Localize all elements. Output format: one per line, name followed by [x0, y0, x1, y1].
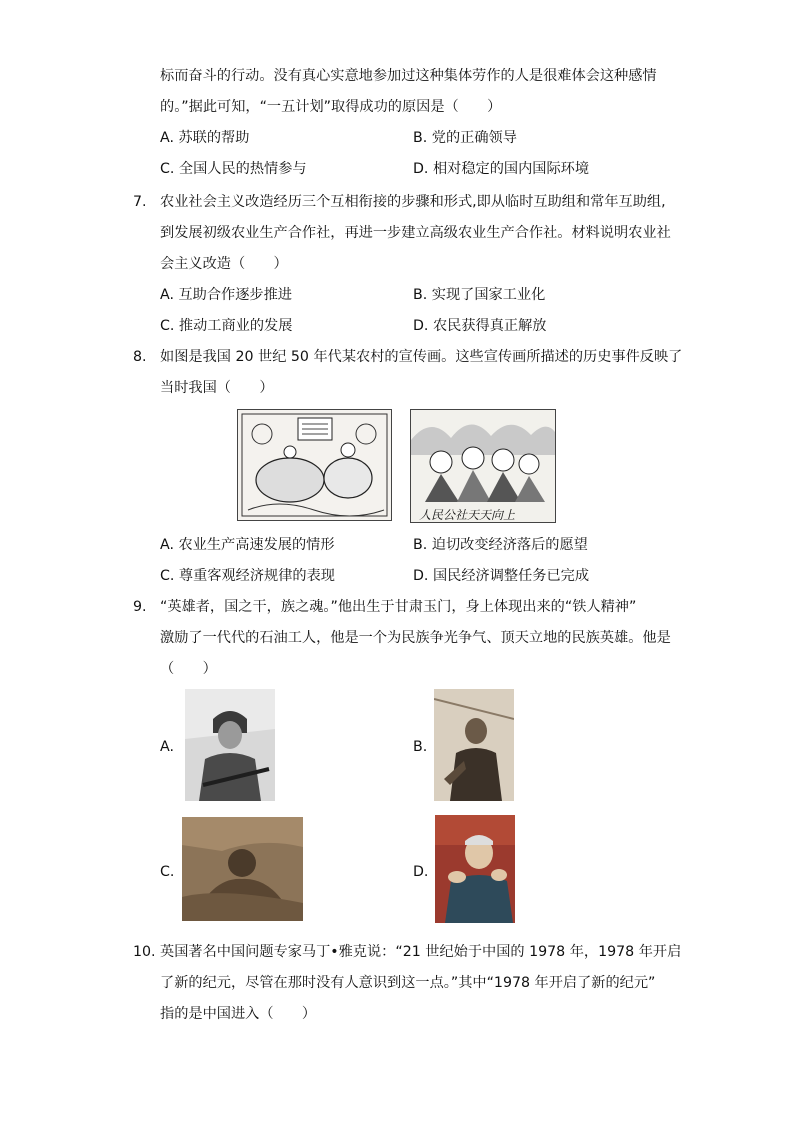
- q6-option-a[interactable]: A. 苏联的帮助: [160, 130, 250, 146]
- q7-line-3: 会主义改造（ ）: [160, 256, 288, 272]
- q8-line-1: 如图是我国 20 世纪 50 年代某农村的宣传画。这些宣传画所描述的历史事件反映了: [160, 349, 683, 365]
- q7-option-b[interactable]: B. 实现了国家工业化: [413, 287, 546, 303]
- q7-option-d[interactable]: D. 农民获得真正解放: [413, 318, 547, 334]
- q9-option-c-photo[interactable]: [182, 817, 303, 921]
- q9-line-1: “英雄者，国之干，族之魂。”他出生于甘肃玉门，身上体现出来的“铁人精神”: [160, 599, 637, 615]
- q9-line-3: （ ）: [160, 661, 217, 677]
- q9-option-d-label[interactable]: D.: [413, 864, 429, 880]
- q10-line-1: 英国著名中国问题专家马丁•雅克说：“21 世纪始于中国的 1978 年，1978 年开启: [160, 944, 682, 960]
- q9-number: 9.: [133, 599, 147, 615]
- poster-image-livestock: [237, 409, 392, 521]
- q6-line-1: 标而奋斗的行动。没有真心实意地参加过这种集体劳作的人是很难体会这种感情: [160, 68, 657, 84]
- q7-line-2: 到发展初级农业生产合作社，再进一步建立高级农业生产合作社。材料说明农业社: [160, 225, 671, 241]
- q8-number: 8.: [133, 349, 147, 365]
- q7-option-c[interactable]: C. 推动工商业的发展: [160, 318, 293, 334]
- q6-line-2: 的。”据此可知，“一五计划”取得成功的原因是（ ）: [160, 99, 502, 115]
- q7-line-1: 农业社会主义改造经历三个互相衔接的步骤和形式,即从临时互助组和常年互助组,: [160, 194, 666, 210]
- q7-option-a[interactable]: A. 互助合作逐步推进: [160, 287, 292, 303]
- q9-line-2: 激励了一代代的石油工人，他是一个为民族争光争气、顶天立地的民族英雄。他是: [160, 630, 671, 646]
- q8-option-b[interactable]: B. 迫切改变经济落后的愿望: [413, 537, 588, 553]
- q8-option-a[interactable]: A. 农业生产高速发展的情形: [160, 537, 335, 553]
- q10-line-2: 了新的纪元，尽管在那时没有人意识到这一点。”其中“1978 年开启了新的纪元”: [160, 975, 656, 991]
- q8-option-c[interactable]: C. 尊重客观经济规律的表现: [160, 568, 335, 584]
- q9-option-b-photo[interactable]: [434, 689, 514, 801]
- q10-line-3: 指的是中国进入（ ）: [160, 1006, 317, 1022]
- q6-option-c[interactable]: C. 全国人民的热情参与: [160, 161, 307, 177]
- poster-caption: 人民公社天天向上: [419, 508, 516, 522]
- q7-number: 7.: [133, 194, 147, 210]
- q8-option-d[interactable]: D. 国民经济调整任务已完成: [413, 568, 590, 584]
- q6-option-b[interactable]: B. 党的正确领导: [413, 130, 517, 146]
- q6-option-d[interactable]: D. 相对稳定的国内国际环境: [413, 161, 590, 177]
- q9-option-a-photo[interactable]: [185, 689, 275, 801]
- q9-option-b-label[interactable]: B.: [413, 739, 428, 755]
- q9-option-d-photo[interactable]: [435, 815, 515, 923]
- q8-line-2: 当时我国（ ）: [160, 380, 274, 396]
- q9-option-c-label[interactable]: C.: [160, 864, 175, 880]
- q10-number: 10.: [133, 944, 156, 960]
- q9-option-a-label[interactable]: A.: [160, 739, 174, 755]
